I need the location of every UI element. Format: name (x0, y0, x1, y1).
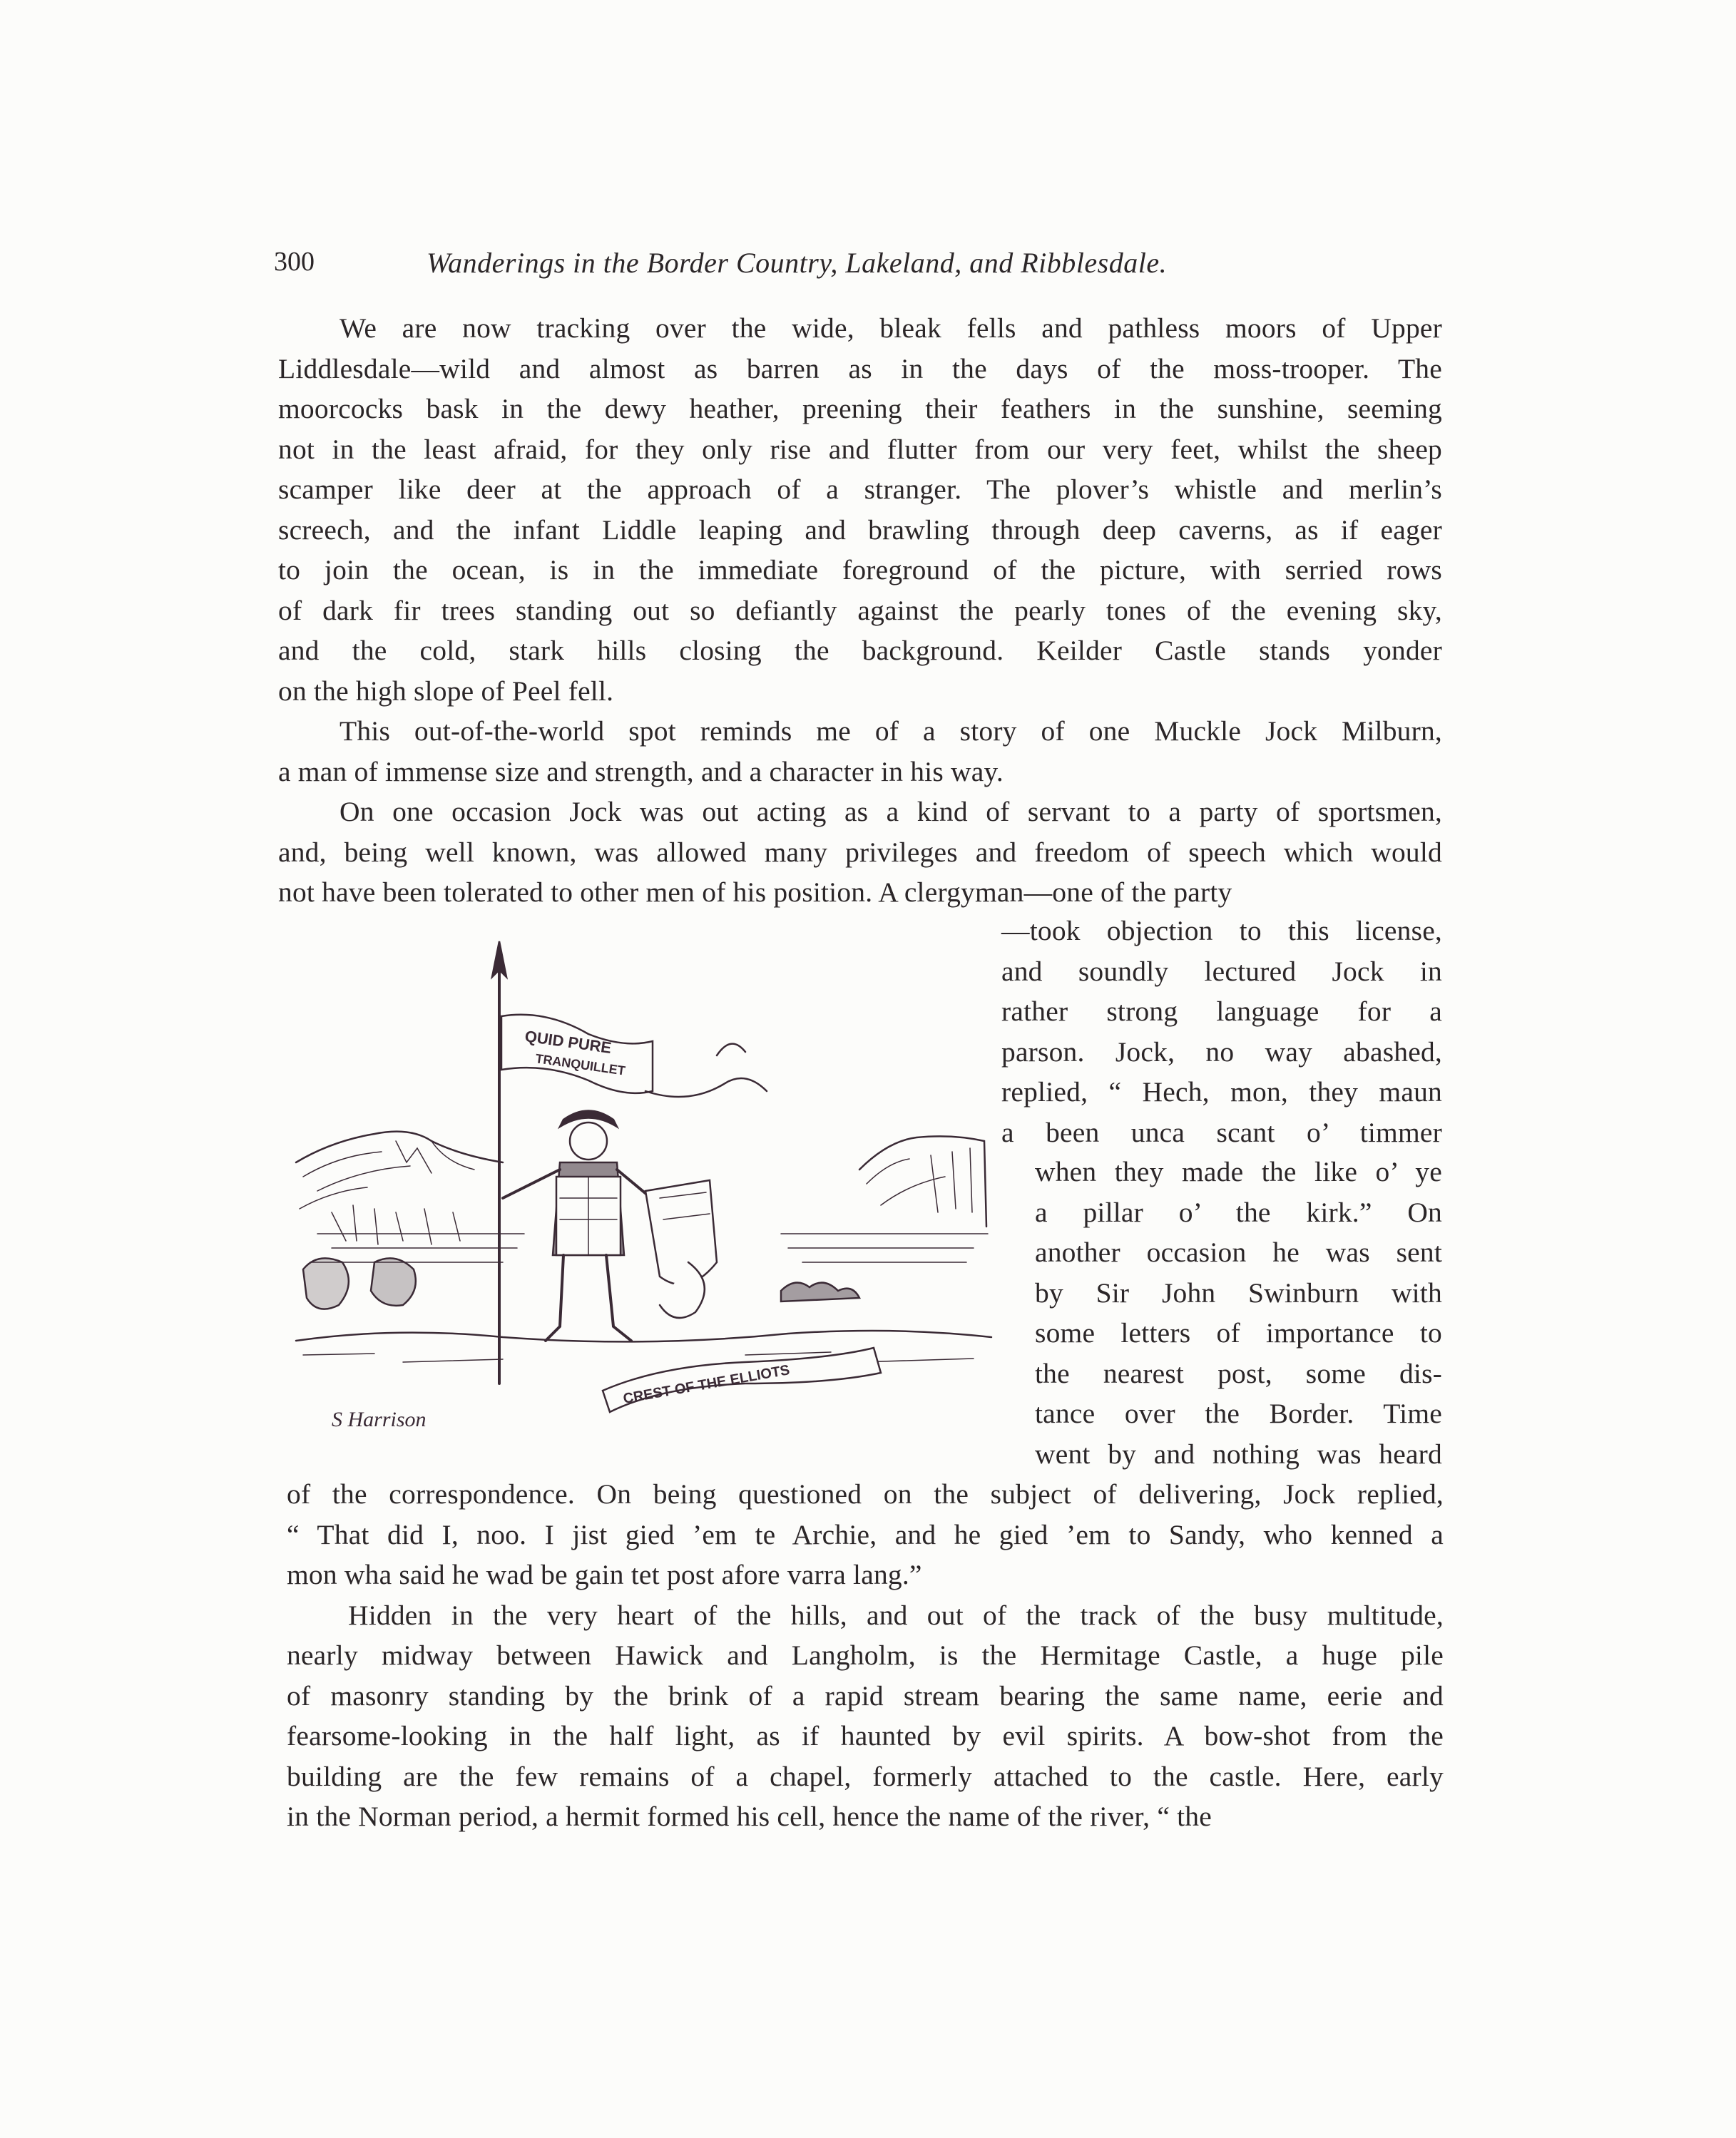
paragraph-jock-intro (278, 711, 1442, 792)
wrap-line: parson. Jock, no way abashed, (1001, 1035, 1442, 1068)
text-line: mon wha said he wad be gain tet post afore varra lang.” (287, 1559, 922, 1590)
wrap-text-upper (1001, 911, 1442, 1152)
text-line: and, being well known, was allowed many privileges and freedom of speech which would (278, 836, 1442, 868)
text-line: of masonry standing by the brink of a rapid stream bearing the same name, eerie and (287, 1679, 1444, 1712)
text-line: a man of immense size and strength, and a character in his way. (278, 755, 1004, 787)
elliot-crest-illustration (289, 927, 995, 1462)
scroll-caption: CREST OF THE ELLIOTS (622, 1362, 791, 1407)
paragraph-occasion (278, 792, 1442, 913)
text-line: moorcocks bask in the dewy heather, preening their feathers in the sunshine, seeming (278, 393, 1442, 424)
paragraph-correspondence (287, 1474, 1444, 1595)
text-line: We are now tracking over the wide, bleak fells and pathless moors of Upper (339, 312, 1442, 344)
text-line: to join the ocean, is in the immediate foreground of the picture, with serried rows (278, 554, 1442, 585)
wrap-line: another occasion he was sent (1035, 1237, 1442, 1268)
running-title: Wanderings in the Border Country, Lakeland, and Ribblesdale. (427, 247, 1168, 279)
page-number: 300 (274, 247, 315, 277)
text-line: screech, and the infant Liddle leaping and brawling through deep caverns, as if eager (278, 513, 1442, 546)
text-block-bottom (287, 1474, 1444, 1837)
wrap-line: rather strong language for a (1001, 996, 1442, 1027)
wrap-text-lower (1035, 1152, 1442, 1474)
banner-ribbon (645, 1044, 767, 1097)
wrap-line: —took objection to this license, (1001, 915, 1442, 946)
wrap-line: some letters of importance to (1035, 1317, 1442, 1349)
text-line: scamper like deer at the approach of a stranger. The plover’s whistle and merlin’s (278, 474, 1442, 505)
text-line: and the cold, stark hills closing the background. Keilder Castle stands yonder (278, 635, 1442, 666)
hill-right-outline (859, 1136, 986, 1227)
ground-line (296, 1331, 991, 1341)
text-line: On one occasion Jock was out acting as a kind of servant to a party of sportsmen, (339, 796, 1442, 827)
wrap-line: replied, “ Hech, mon, they maun (1001, 1076, 1442, 1108)
figure-head (570, 1122, 607, 1160)
text-line: Liddlesdale—wild and almost as barren as in the days of the moss-trooper. The (278, 352, 1442, 384)
paragraph-hermitage (287, 1595, 1444, 1837)
text-block-top (278, 308, 1442, 913)
text-line: Hidden in the very heart of the hills, and out of the track of the busy multitude, (348, 1599, 1444, 1631)
text-line: building are the few remains of a chapel, formerly attached to the castle. Here, early (287, 1760, 1444, 1792)
wrap-line: went by and nothing was heard (1035, 1438, 1442, 1470)
text-line: of the correspondence. On being questioned on the subject of delivering, Jock replied, (287, 1478, 1444, 1510)
wrap-line: by Sir John Swinburn with (1035, 1277, 1442, 1309)
text-line: in the Norman period, a hermit formed his cell, hence the name of the river, “ the (287, 1801, 1212, 1832)
text-line: not have been tolerated to other men of his position. A clergyman—one of the party (278, 876, 1232, 908)
wrap-line: when they made the like o’ ye (1035, 1156, 1442, 1187)
wrap-line: the nearest post, some dis- (1035, 1357, 1442, 1389)
wrap-line: a pillar o’ the kirk.” On (1035, 1196, 1442, 1228)
wrap-line: tance over the Border. Time (1035, 1398, 1442, 1429)
wrap-line: a been unca scant o’ timmer (1001, 1116, 1442, 1148)
illustration-drawing (289, 927, 995, 1462)
text-line: nearly midway between Hawick and Langholm, is the Hermitage Castle, a huge pile (287, 1640, 1444, 1671)
figure-legs (546, 1255, 631, 1341)
artist-signature: S Harrison (332, 1408, 427, 1431)
text-line: not in the least afraid, for they only rise and flutter from our very feet, whilst the sheep (278, 433, 1442, 465)
banner-flag (501, 1015, 653, 1093)
wrap-line: and soundly lectured Jock in (1001, 955, 1442, 987)
text-line: of dark fir trees standing out so defiantly against the pearly tones of the evening sky, (278, 594, 1442, 626)
text-line: “ That did I, noo. I jist gied ’em te Archie, and he gied ’em to Sandy, who kenned a (287, 1518, 1444, 1550)
figure-hat (560, 1111, 617, 1127)
paragraph-moors (278, 308, 1442, 711)
page-header (274, 246, 1444, 289)
text-line: fearsome-looking in the half light, as if haunted by evil spirits. A bow-shot from the (287, 1720, 1444, 1751)
banner-text-top: QUID PURE (524, 1027, 613, 1057)
text-line: on the high slope of Peel fell. (278, 675, 614, 707)
text-line: This out-of-the-world spot reminds me of a story of one Muckle Jock Milburn, (339, 715, 1442, 747)
banner-text-bottom: TRANQUILLET (534, 1051, 626, 1078)
